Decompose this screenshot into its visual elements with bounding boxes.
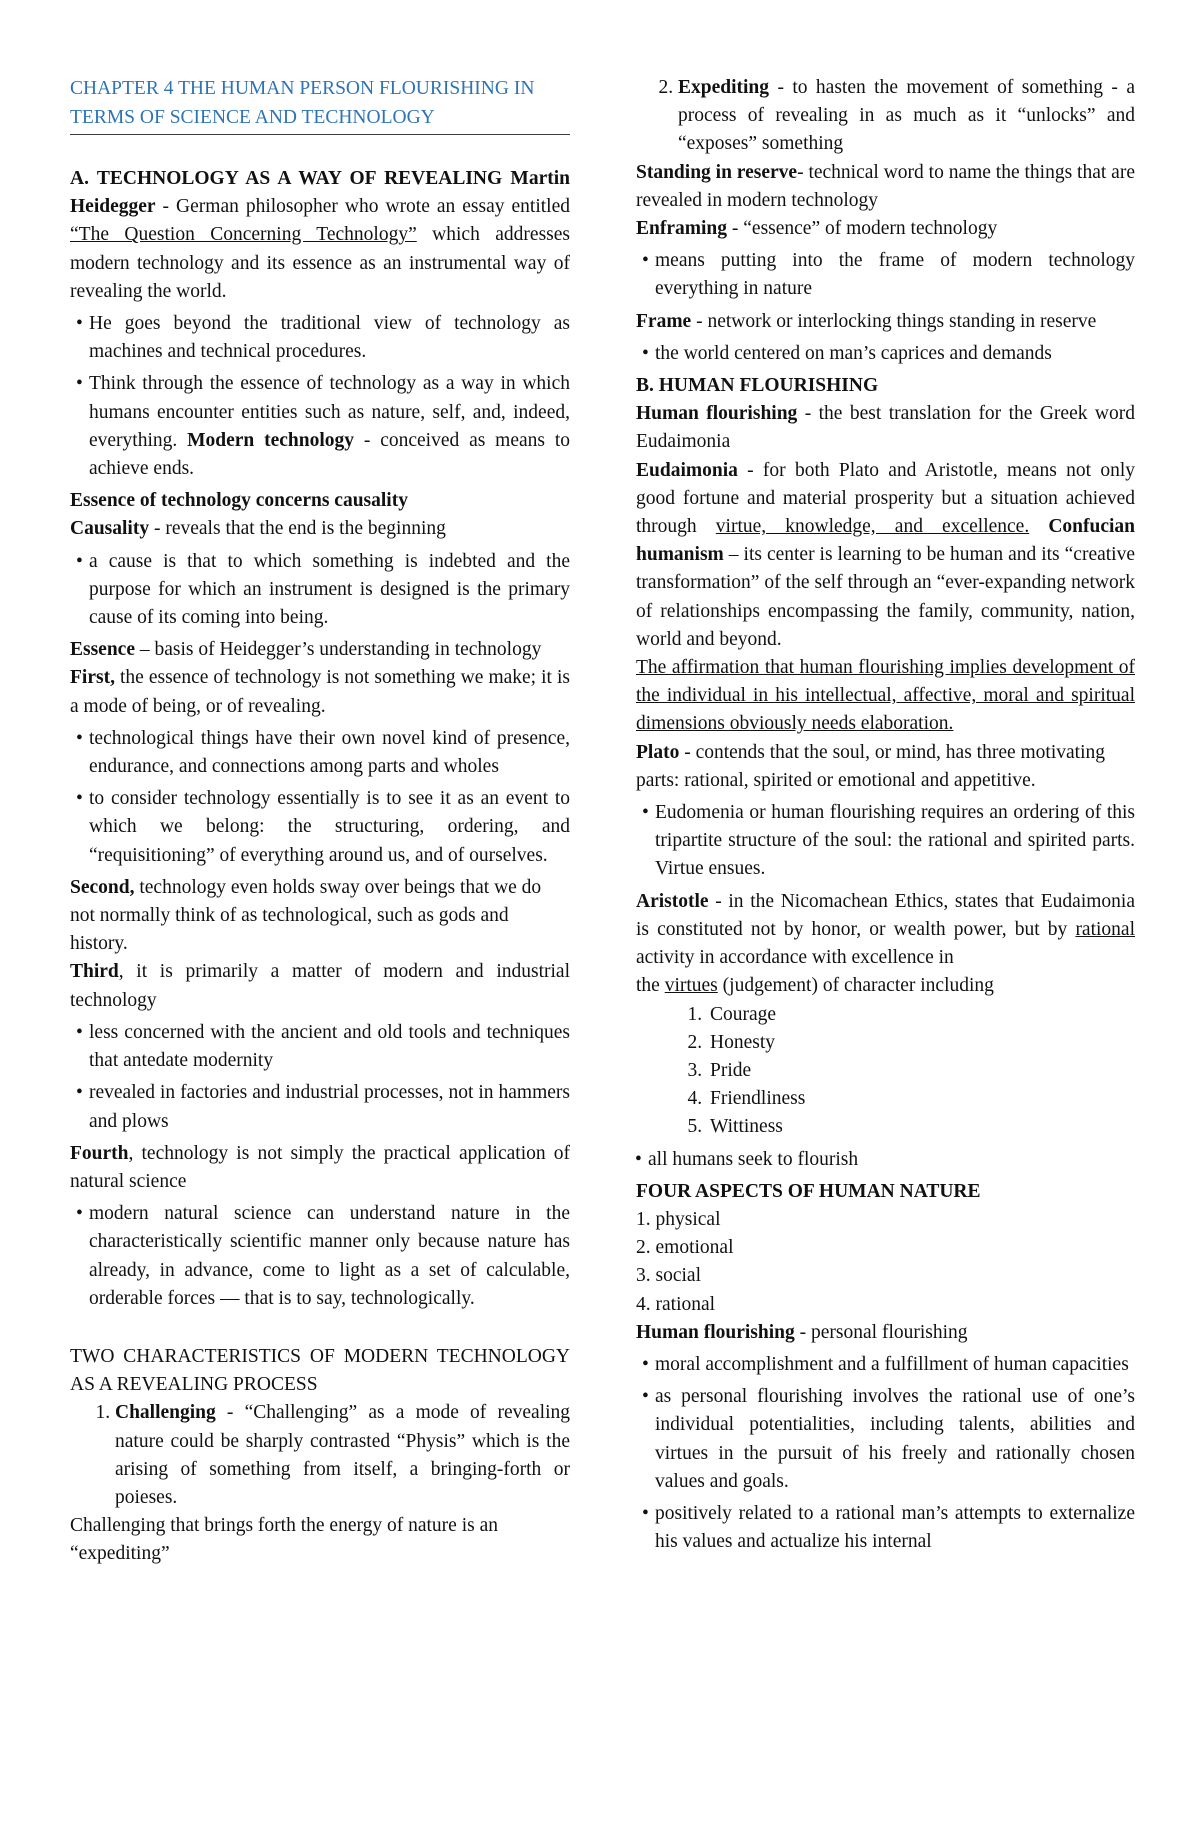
aristotle-def: Aristotle - in the Nicomachean Ethics, states that Eudaimonia is constituted not by honor, or wealth power, but by rational activity in accordance with excellence in bbox=[636, 890, 1135, 969]
causality-definition: Causality - reveals that the end is the beginning bbox=[70, 518, 446, 540]
essence-causality-heading: Essence of technology concerns causality bbox=[70, 490, 408, 512]
list-item: 1. Courage bbox=[707, 1001, 1135, 1029]
expediting-term: Expediting bbox=[678, 77, 770, 98]
eudaimonia-def: Eudaimonia - for both Plato and Aristotle, means not only good fortune and material prosperity but a situation achieved through virtue, knowledge, and excellence. Confucian humanism – its center is learning to be human and its “creative transformation” of the self through an “ever-expanding network of relationships encompassing the family, community, nation, world and beyond. bbox=[636, 459, 1135, 650]
confucian-term: Confucian humanism bbox=[636, 516, 1135, 566]
left-column bbox=[70, 74, 570, 1569]
list-item: • the world centered on man’s caprices and demands bbox=[655, 340, 1135, 368]
list-item: • revealed in factories and industrial processes, not in hammers and plows bbox=[89, 1079, 570, 1135]
aspect-item: 3. social bbox=[636, 1265, 701, 1287]
essay-title: “The Question Concerning Technology” bbox=[70, 224, 417, 246]
fourth-bullets bbox=[70, 1200, 570, 1313]
eudaimonia-underlined: virtue, knowledge, and excellence. bbox=[715, 516, 1030, 538]
challenging-term: Challenging bbox=[115, 1402, 216, 1424]
list-item: • Eudomenia or human flourishing requires an ordering of this tripartite structure of the soul: the rational and spirited parts. Virtue ensues. bbox=[655, 799, 1135, 884]
list-item: 3. Pride bbox=[707, 1057, 1135, 1085]
causality-bullets bbox=[70, 548, 570, 633]
list-item: • Think through the essence of technology as a way in which humans encounter entities such as nature, self, and, indeed, everything. Modern technology - conceived as means to achieve ends. bbox=[89, 370, 570, 483]
personal-flourishing-bullets bbox=[636, 1351, 1135, 1556]
list-item: • to consider technology essentially is to see it as an event to which we belong: the structuring, ordering, and “requisitioning” of everything around us, and of ourselves. bbox=[89, 785, 570, 870]
list-item: • as personal flourishing involves the rational use of one’s individual potentialities, including talents, abilities and virtues in the pursuit of his freely and rationally chosen values and goals. bbox=[655, 1383, 1135, 1496]
list-item: 1. Challenging - “Challenging” as a mode of revealing nature could be sharply contrasted “Physis” which is the arising of something from itself, a bringing-forth or poieses. bbox=[115, 1399, 570, 1512]
first-bullets bbox=[70, 725, 570, 870]
list-item: • all humans seek to flourish bbox=[648, 1146, 1135, 1174]
list-item: • moral accomplishment and a fulfillment of human capacities bbox=[655, 1351, 1135, 1379]
list-item: • positively related to a rational man’s attempts to externalize his values and actualize his internal bbox=[655, 1500, 1135, 1556]
modern-technology-term: Modern technology bbox=[187, 429, 355, 451]
fourth-point: Fourth, technology is not simply the practical application of natural science bbox=[70, 1142, 570, 1192]
seek-bullets bbox=[636, 1146, 1135, 1174]
aspect-item: 4. rational bbox=[636, 1293, 716, 1315]
list-item: • modern natural science can understand nature in the characteristically scientific manner only because nature has already, in advance, come to light as a set of calculable, orderable forces — that is to say, technologically. bbox=[89, 1200, 570, 1313]
list-item: 4. Friendliness bbox=[707, 1085, 1135, 1113]
frame: Frame - network or interlocking things standing in reserve bbox=[636, 310, 1097, 332]
list-item: • a cause is that to which something is indebted and the purpose for which an instrument is designed is the primary cause of its coming into being. bbox=[89, 548, 570, 633]
virtues-list bbox=[636, 1001, 1135, 1142]
affirmation-text: The affirmation that human flourishing implies development of the individual in his intellectual, affective, moral and spiritual dimensions obviously needs elaboration. bbox=[636, 657, 1135, 735]
list-item: • He goes beyond the traditional view of technology as machines and technical procedures. bbox=[89, 310, 570, 366]
plato-bullets bbox=[636, 799, 1135, 884]
standing-in-reserve: Standing in reserve- technical word to name the things that are revealed in modern technology bbox=[636, 161, 1135, 211]
intro-post: which addresses modern technology and its essence as an instrumental way of revealing the world. bbox=[70, 224, 570, 302]
list-item: • means putting into the frame of modern technology everything in nature bbox=[655, 247, 1135, 303]
intro-pre: - German philosopher who wrote an essay entitled bbox=[155, 196, 570, 218]
challenging-note: Challenging that brings forth the energy of nature is an “expediting” bbox=[70, 1515, 498, 1565]
first-point: First, the essence of technology is not something we make; it is a mode of being, or of revealing. bbox=[70, 667, 570, 717]
plato-def: Plato - contends that the soul, or mind, has three motivating parts: rational, spirited or emotional and appetitive. bbox=[636, 741, 1105, 791]
enframing: Enframing - “essence” of modern technology bbox=[636, 218, 998, 240]
chapter-title: CHAPTER 4 THE HUMAN PERSON FLOURISHING IN TERMS OF SCIENCE AND TECHNOLOGY bbox=[70, 74, 570, 135]
characteristics-list-continued bbox=[636, 74, 1135, 159]
essence-definition: Essence – basis of Heidegger’s understanding in technology bbox=[70, 639, 542, 661]
list-item: • less concerned with the ancient and old tools and techniques that antedate modernity bbox=[89, 1019, 570, 1075]
human-flourishing-def: Human flourishing - the best translation for the Greek word Eudaimonia bbox=[636, 403, 1135, 453]
third-bullets bbox=[70, 1019, 570, 1136]
right-column bbox=[636, 74, 1135, 1560]
four-aspects-heading: FOUR ASPECTS OF HUMAN NATURE bbox=[636, 1180, 981, 1202]
section-a-paragraph bbox=[70, 165, 570, 306]
frame-bullets bbox=[636, 340, 1135, 368]
section-a-heading: A. TECHNOLOGY AS A WAY OF REVEALING bbox=[70, 168, 503, 189]
virtues-intro: the virtues (judgement) of character including bbox=[636, 975, 994, 997]
aspect-item: 1. physical bbox=[636, 1208, 721, 1230]
enframing-bullets bbox=[636, 247, 1135, 303]
characteristics-list bbox=[70, 1399, 570, 1512]
list-item: • technological things have their own novel kind of presence, endurance, and connections among parts and wholes bbox=[89, 725, 570, 781]
section-b-heading: B. HUMAN FLOURISHING bbox=[636, 375, 879, 397]
heidegger-name: Martin Heidegger bbox=[70, 168, 570, 218]
personal-flourishing-def: Human flourishing - personal flourishing bbox=[636, 1321, 968, 1343]
list-item: 5. Wittiness bbox=[707, 1113, 1135, 1141]
second-point: Second, technology even holds sway over beings that we do not normally think of as technological, such as gods and history. bbox=[70, 876, 542, 955]
aspect-item: 2. emotional bbox=[636, 1237, 734, 1259]
list-item: 2. Honesty bbox=[707, 1029, 1135, 1057]
third-point: Third, it is primarily a matter of modern and industrial technology bbox=[70, 961, 570, 1011]
heidegger-bullets bbox=[70, 310, 570, 483]
two-characteristics-heading: TWO CHARACTERISTICS OF MODERN TECHNOLOGY AS A REVEALING PROCESS bbox=[70, 1345, 570, 1396]
list-item: 2. Expediting - to hasten the movement of something - a process of revealing in as much as it “unlocks” and “exposes” something bbox=[678, 74, 1135, 159]
